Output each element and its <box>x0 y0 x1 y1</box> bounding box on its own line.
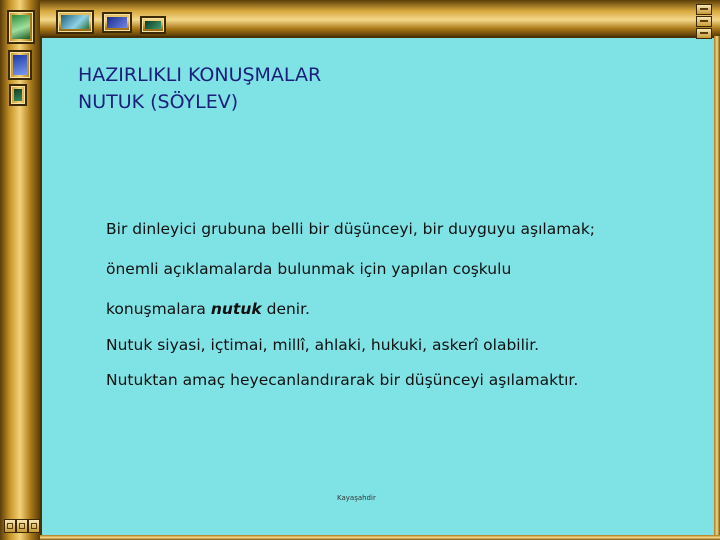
body-line-4: Nutuk siyasi, içtimai, millî, ahlaki, hukuki, askerî olabilir. <box>106 336 540 354</box>
body-line-2: önemli açıklamalarda bulunmak için yapılan coşkulu <box>106 260 512 278</box>
body-line-3-end: denir. <box>261 300 310 318</box>
menu-lines-icon[interactable] <box>696 16 712 27</box>
nav-box-icon[interactable] <box>4 519 16 533</box>
blue-screen-button-icon[interactable] <box>102 12 132 33</box>
frame-right <box>714 36 720 540</box>
dark-gem-button-icon[interactable] <box>9 84 27 106</box>
body-line-1: Bir dinleyici grubuna belli bir düşünceyi, bir duyguyu aşılamak; <box>106 220 596 238</box>
title-line-2: NUTUK (SÖYLEV) <box>78 91 239 113</box>
frame-left <box>0 0 40 540</box>
blue-gem-button-icon[interactable] <box>8 50 32 80</box>
slide-title <box>78 62 321 116</box>
nav-box-icon[interactable] <box>16 519 28 533</box>
title-line-1: HAZIRLIKLI KONUŞMALAR <box>78 64 322 86</box>
body-line-3-start: konuşmalara <box>106 300 211 318</box>
body-line-3 <box>106 300 310 318</box>
body-line-5: Nutuktan amaç heyecanlandırarak bir düşünceyi aşılamaktır. <box>106 371 579 389</box>
frame-bottom <box>40 535 720 540</box>
green-gem-button-icon[interactable] <box>7 10 35 44</box>
dark-screen-button-icon[interactable] <box>140 16 166 34</box>
menu-lines-icon[interactable] <box>696 28 712 39</box>
nav-box-icon[interactable] <box>28 519 40 533</box>
menu-lines-icon[interactable] <box>696 4 712 15</box>
footer-credit: Kayaşahdir <box>337 494 376 502</box>
landscape-button-icon[interactable] <box>56 10 94 34</box>
emphasized-term: nutuk <box>210 300 262 318</box>
